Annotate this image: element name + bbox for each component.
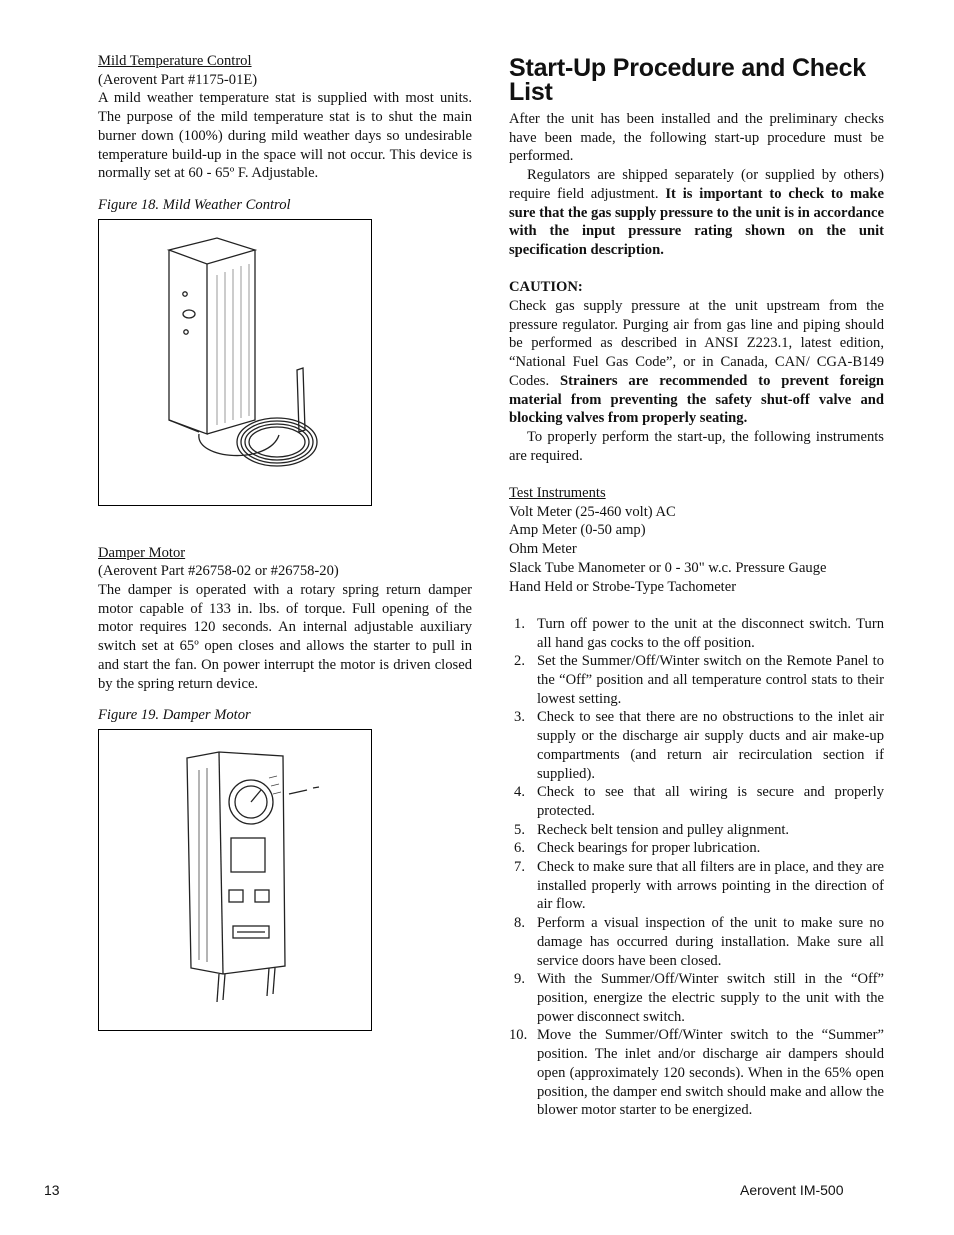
regulators-text: Regulators are shipped separately (or supplied by others) require field adjustment. (509, 167, 884, 202)
figure-19-caption: Figure 19. Damper Motor (98, 707, 251, 724)
document-id: Aerovent IM-500 (740, 1182, 844, 1198)
list-item (509, 652, 884, 708)
list-item (509, 615, 884, 652)
step-text: Check bearings for proper lubrication. (537, 840, 761, 857)
mild-temp-part: (Aerovent Part #1175-01E) (98, 71, 258, 88)
instruments-intro: To properly perform the start-up, the following instruments are required. (509, 428, 884, 464)
step-number: 1. (514, 615, 525, 632)
step-text: Recheck belt tension and pulley alignment. (537, 821, 790, 838)
step-number: 8. (514, 915, 525, 932)
caution-paragraph (509, 297, 884, 428)
figure-19-image (98, 729, 372, 1031)
instrument-item: Ohm Meter (509, 541, 577, 558)
step-number: 3. (514, 709, 525, 726)
damper-motor-part: (Aerovent Part #26758-02 or #26758-20) (98, 563, 339, 580)
section-heading: Start-Up Procedure and Check List (509, 54, 866, 106)
step-number: 2. (514, 653, 525, 670)
mild-temp-body: A mild weather temperature stat is supplied with most units. The purpose of the mild temperature stat is to shut the main burner down (100%) during mild weather days so undesirable temperature build-up in the space will not occur. This device is normally set at 60 - 65º F. Adjustable. (98, 90, 472, 182)
caution-text: Check gas supply pressure at the unit upstream from the pressure regulator. Purging air from gas line and piping should be performed as described in ANSI Z223.1, latest edition, “National Fuel Gas Code”, or in Canada, CAN/ CGA-B149 Codes. (509, 298, 884, 389)
instrument-item: Slack Tube Manometer or 0 - 30" w.c. Pressure Gauge (509, 559, 827, 576)
step-text: With the Summer/Off/Winter switch still in the “Off” position, energize the electric supply to the unit with the power disconnect switch. (537, 971, 884, 1025)
list-item (509, 970, 884, 1026)
step-text: Move the Summer/Off/Winter switch to the “Summer” position. The inlet and/or discharge air dampers should open (approximately 120 seconds). When in the 65% open position, the damper end switch should make and allow the blower motor starter to be energized. (537, 1027, 884, 1119)
caution-label: CAUTION: (509, 279, 583, 296)
list-item (509, 783, 884, 820)
left-column (98, 52, 472, 1031)
figure-18-image (98, 219, 372, 506)
step-number: 6. (514, 840, 525, 857)
caution-bold: Strainers are recommended to prevent foreign material from preventing the safety shut-off valve and blocking valves from properly seating. (509, 372, 884, 427)
damper-motor-body: The damper is operated with a rotary spring return damper motor capable of 133 in. lbs. of torque. Full opening of the motor requires 120 seconds. An internal adjustable auxiliary switch set at 65º open closes and allows the starter to pull in and start the fan. On power interrupt the motor is driven closed by the spring return device. (98, 582, 472, 692)
list-item (509, 914, 884, 970)
mild-weather-control-illustration (99, 220, 370, 504)
page-number: 13 (44, 1182, 60, 1198)
step-text: Check to make sure that all filters are in place, and they are installed properly with arrows pointing in the direction of air flow. (537, 859, 884, 913)
intro-paragraph: After the unit has been installed and the preliminary checks have been made, the following start-up procedure must be performed. (509, 111, 884, 165)
instrument-item: Volt Meter (25-460 volt) AC (509, 503, 676, 520)
damper-motor-title: Damper Motor (98, 544, 186, 561)
mild-temp-title: Mild Temperature Control (98, 53, 252, 69)
step-number: 10. (509, 1027, 528, 1044)
step-number: 5. (514, 821, 525, 838)
list-item (509, 858, 884, 914)
step-number: 9. (514, 971, 525, 988)
step-text: Check to see that all wiring is secure and properly protected. (537, 784, 884, 819)
step-number: 4. (514, 784, 525, 801)
list-item (509, 839, 884, 858)
damper-motor-illustration (99, 730, 370, 1029)
startup-steps-list (509, 615, 884, 1120)
step-text: Check to see that there are no obstructions to the inlet air supply or the discharge air supply ducts and air make-up compartments (and return air recirculation section if supplied). (537, 709, 884, 782)
step-text: Set the Summer/Off/Winter switch on the Remote Panel to the “Off” position and all temperature control stats to their lowest setting. (537, 653, 884, 707)
list-item (509, 821, 884, 840)
figure-18-caption: Figure 18. Mild Weather Control (98, 196, 291, 213)
instrument-item: Amp Meter (0-50 amp) (509, 522, 646, 539)
list-item (509, 708, 884, 783)
right-column (509, 52, 884, 1120)
step-number: 7. (514, 859, 525, 876)
regulators-bold: It is important to check to make sure that the gas supply pressure to the unit is in accordance with the input pressure rating shown on the unit specification description. (509, 185, 885, 258)
step-text: Perform a visual inspection of the unit to make sure no damage has occurred during installation. Make sure all service doors have been closed. (537, 915, 884, 969)
regulators-paragraph (509, 166, 884, 260)
test-instruments-title: Test Instruments (509, 485, 606, 502)
list-item (509, 1026, 884, 1120)
step-text: Turn off power to the unit at the disconnect switch. Turn all hand gas cocks to the off position. (537, 615, 884, 651)
instrument-item: Hand Held or Strobe-Type Tachometer (509, 578, 737, 595)
